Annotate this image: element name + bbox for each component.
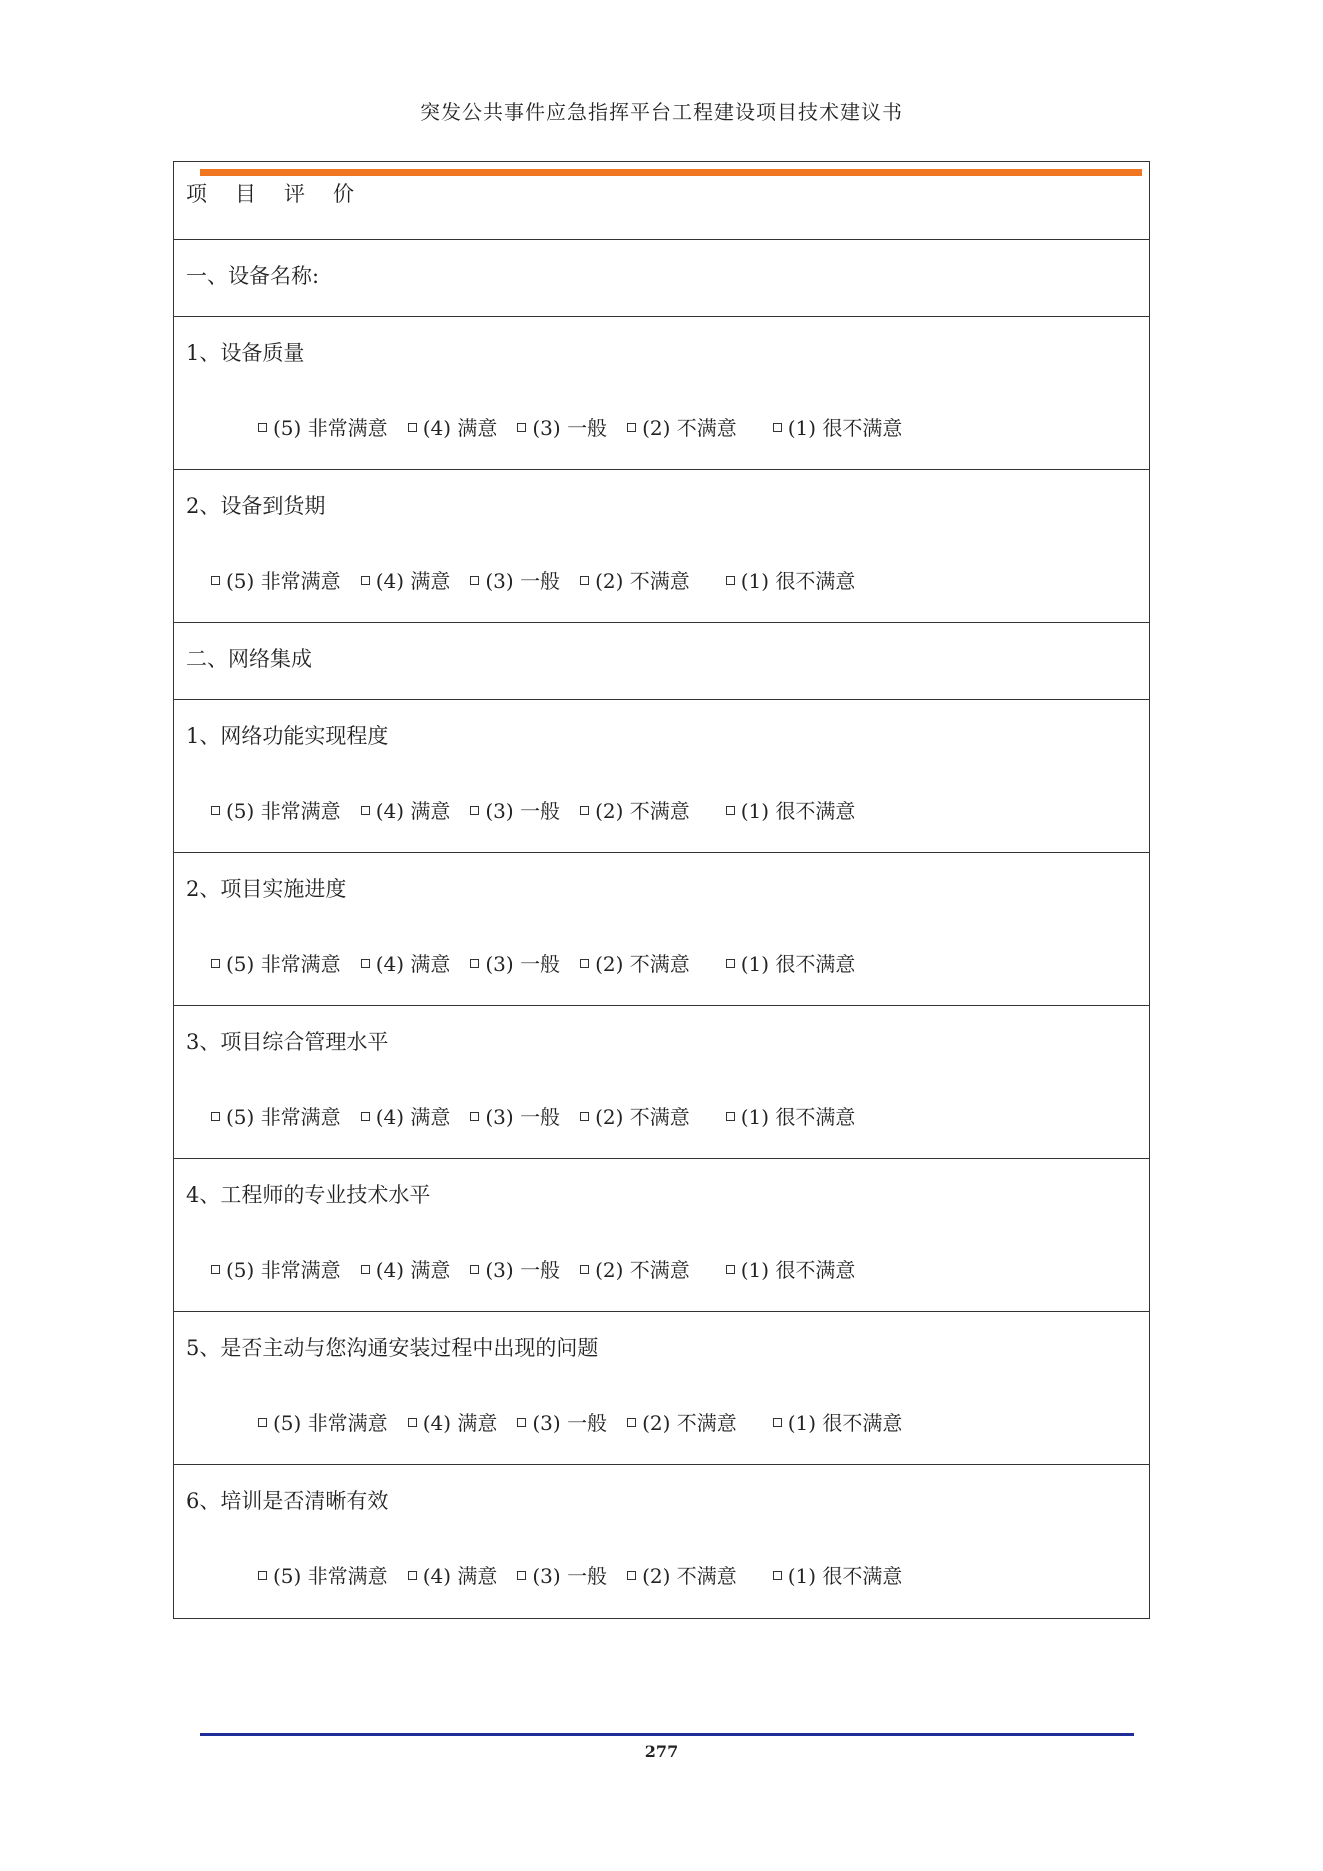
rating-option-3[interactable]: (3) 一般 [470, 565, 560, 594]
checkbox-icon[interactable] [258, 1571, 267, 1580]
checkbox-icon[interactable] [470, 576, 479, 585]
rating-option-5[interactable]: (5) 非常满意 [211, 795, 341, 824]
checkbox-icon[interactable] [408, 1418, 417, 1427]
rating-option-1[interactable]: (1) 很不满意 [773, 1560, 903, 1589]
rating-option-2[interactable]: (2) 不满意 [627, 1560, 737, 1589]
rating-option-3[interactable]: (3) 一般 [517, 1560, 607, 1589]
checkbox-icon[interactable] [361, 576, 370, 585]
rating-option-4[interactable]: (4) 满意 [361, 1101, 451, 1130]
rating-option-2[interactable]: (2) 不满意 [580, 1254, 690, 1283]
rating-row-engineer-skill [174, 1159, 1149, 1312]
checkbox-icon[interactable] [773, 1571, 782, 1580]
rating-option-1[interactable]: (1) 很不满意 [773, 412, 903, 441]
checkbox-icon[interactable] [470, 959, 479, 968]
rating-option-2[interactable]: (2) 不满意 [627, 1407, 737, 1436]
rating-option-1[interactable]: (1) 很不满意 [726, 795, 856, 824]
rating-options [258, 1560, 902, 1589]
rating-option-4[interactable]: (4) 满意 [361, 948, 451, 977]
rating-option-1[interactable]: (1) 很不满意 [726, 1101, 856, 1130]
checkbox-icon[interactable] [470, 1265, 479, 1274]
question-label: 2、设备到货期 [186, 494, 326, 518]
checkbox-icon[interactable] [470, 1112, 479, 1121]
question-label: 1、网络功能实现程度 [186, 724, 389, 748]
rating-option-5[interactable]: (5) 非常满意 [211, 1254, 341, 1283]
rating-option-2[interactable]: (2) 不满意 [580, 565, 690, 594]
rating-row-delivery-time [174, 470, 1149, 623]
rating-option-2[interactable]: (2) 不满意 [627, 412, 737, 441]
rating-option-3[interactable]: (3) 一般 [470, 795, 560, 824]
checkbox-icon[interactable] [258, 423, 267, 432]
checkbox-icon[interactable] [517, 423, 526, 432]
page-number: 277 [644, 1742, 679, 1761]
rating-option-5[interactable]: (5) 非常满意 [258, 1560, 388, 1589]
header-orange-rule [200, 169, 1142, 176]
evaluation-form-table [173, 161, 1150, 1619]
rating-options [211, 1101, 855, 1130]
checkbox-icon[interactable] [627, 423, 636, 432]
question-label: 6、培训是否清晰有效 [186, 1489, 389, 1513]
rating-options [211, 1254, 855, 1283]
section-label-network-integration: 二、网络集成 [186, 647, 312, 671]
checkbox-icon[interactable] [211, 1265, 220, 1274]
rating-option-4[interactable]: (4) 满意 [408, 1407, 498, 1436]
question-label: 3、项目综合管理水平 [186, 1030, 389, 1054]
checkbox-icon[interactable] [517, 1571, 526, 1580]
rating-options [211, 565, 855, 594]
checkbox-icon[interactable] [211, 959, 220, 968]
rating-row-network-function [174, 700, 1149, 853]
question-label: 2、项目实施进度 [186, 877, 347, 901]
checkbox-icon[interactable] [773, 1418, 782, 1427]
checkbox-icon[interactable] [726, 1265, 735, 1274]
checkbox-icon[interactable] [361, 1265, 370, 1274]
question-label: 1、设备质量 [186, 341, 305, 365]
rating-option-4[interactable]: (4) 满意 [361, 565, 451, 594]
checkbox-icon[interactable] [258, 1418, 267, 1427]
rating-options [211, 948, 855, 977]
checkbox-icon[interactable] [580, 1265, 589, 1274]
rating-option-3[interactable]: (3) 一般 [517, 412, 607, 441]
checkbox-icon[interactable] [211, 806, 220, 815]
rating-option-4[interactable]: (4) 满意 [361, 1254, 451, 1283]
rating-option-2[interactable]: (2) 不满意 [580, 948, 690, 977]
checkbox-icon[interactable] [580, 576, 589, 585]
rating-option-5[interactable]: (5) 非常满意 [211, 948, 341, 977]
rating-option-2[interactable]: (2) 不满意 [580, 1101, 690, 1130]
checkbox-icon[interactable] [470, 806, 479, 815]
rating-option-5[interactable]: (5) 非常满意 [258, 1407, 388, 1436]
rating-options [258, 412, 902, 441]
rating-option-1[interactable]: (1) 很不满意 [726, 565, 856, 594]
checkbox-icon[interactable] [726, 959, 735, 968]
rating-option-1[interactable]: (1) 很不满意 [726, 948, 856, 977]
footer-rule [200, 1733, 1134, 1736]
checkbox-icon[interactable] [361, 806, 370, 815]
checkbox-icon[interactable] [627, 1571, 636, 1580]
checkbox-icon[interactable] [211, 1112, 220, 1121]
rating-option-1[interactable]: (1) 很不满意 [726, 1254, 856, 1283]
checkbox-icon[interactable] [726, 1112, 735, 1121]
rating-options [211, 795, 855, 824]
question-label: 5、是否主动与您沟通安装过程中出现的问题 [186, 1336, 599, 1360]
section-row-network-integration [174, 623, 1149, 700]
rating-option-1[interactable]: (1) 很不满意 [773, 1407, 903, 1436]
rating-option-2[interactable]: (2) 不满意 [580, 795, 690, 824]
rating-row-project-progress [174, 853, 1149, 1006]
rating-option-3[interactable]: (3) 一般 [517, 1407, 607, 1436]
checkbox-icon[interactable] [361, 959, 370, 968]
checkbox-icon[interactable] [580, 959, 589, 968]
rating-row-proactive-communication [174, 1312, 1149, 1465]
rating-option-3[interactable]: (3) 一般 [470, 1101, 560, 1130]
checkbox-icon[interactable] [773, 423, 782, 432]
rating-option-5[interactable]: (5) 非常满意 [211, 565, 341, 594]
question-label: 4、工程师的专业技术水平 [186, 1183, 431, 1207]
rating-options [258, 1407, 902, 1436]
rating-option-4[interactable]: (4) 满意 [361, 795, 451, 824]
checkbox-icon[interactable] [361, 1112, 370, 1121]
form-title: 项目评价 [186, 182, 382, 206]
checkbox-icon[interactable] [517, 1418, 526, 1427]
checkbox-icon[interactable] [726, 576, 735, 585]
checkbox-icon[interactable] [726, 806, 735, 815]
rating-option-3[interactable]: (3) 一般 [470, 948, 560, 977]
checkbox-icon[interactable] [580, 806, 589, 815]
section-row-device-name [174, 240, 1149, 317]
section-label-device-name: 一、设备名称: [186, 264, 320, 288]
rating-row-project-management [174, 1006, 1149, 1159]
checkbox-icon[interactable] [211, 576, 220, 585]
rating-row-device-quality [174, 317, 1149, 470]
checkbox-icon[interactable] [408, 423, 417, 432]
rating-option-4[interactable]: (4) 满意 [408, 1560, 498, 1589]
rating-option-5[interactable]: (5) 非常满意 [211, 1101, 341, 1130]
rating-option-5[interactable]: (5) 非常满意 [258, 412, 388, 441]
checkbox-icon[interactable] [580, 1112, 589, 1121]
rating-option-4[interactable]: (4) 满意 [408, 412, 498, 441]
checkbox-icon[interactable] [627, 1418, 636, 1427]
rating-option-3[interactable]: (3) 一般 [470, 1254, 560, 1283]
rating-row-training-effectiveness [174, 1465, 1149, 1618]
checkbox-icon[interactable] [408, 1571, 417, 1580]
page-header: 突发公共事件应急指挥平台工程建设项目技术建议书 [420, 100, 903, 124]
